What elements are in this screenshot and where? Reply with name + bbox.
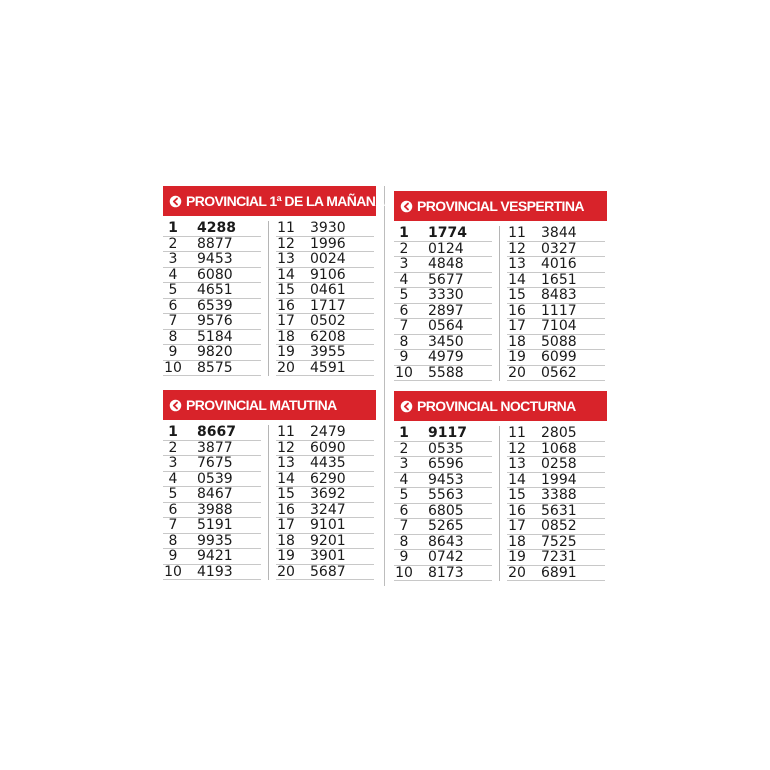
result-row bbox=[394, 319, 492, 335]
result-position: 5 bbox=[168, 486, 178, 502]
column-divider bbox=[499, 426, 500, 581]
result-number: 0562 bbox=[541, 364, 577, 381]
result-position: 17 bbox=[508, 318, 526, 334]
results-column-right bbox=[507, 226, 605, 381]
result-number: 9106 bbox=[310, 266, 346, 283]
result-row bbox=[394, 242, 492, 258]
panel-title: PROVINCIAL MATUTINA bbox=[186, 397, 337, 413]
result-row bbox=[394, 273, 492, 289]
result-position: 18 bbox=[277, 532, 295, 549]
results-panel-provincial-manana bbox=[163, 186, 385, 376]
result-position: 10 bbox=[164, 563, 182, 580]
result-row bbox=[163, 487, 261, 503]
result-position: 6 bbox=[399, 502, 409, 519]
result-position: 8 bbox=[399, 333, 409, 350]
result-row bbox=[394, 488, 492, 504]
result-number: 6208 bbox=[310, 328, 346, 345]
result-row bbox=[507, 473, 605, 489]
result-number: 4848 bbox=[428, 256, 464, 272]
result-number: 9421 bbox=[197, 548, 233, 564]
result-position: 19 bbox=[508, 549, 526, 565]
result-position: 3 bbox=[399, 456, 409, 472]
result-row bbox=[276, 534, 374, 550]
result-row bbox=[507, 519, 605, 535]
result-position: 11 bbox=[277, 220, 295, 236]
result-row bbox=[394, 442, 492, 458]
result-row bbox=[394, 257, 492, 273]
result-number: 9576 bbox=[197, 313, 233, 329]
result-row bbox=[163, 221, 261, 237]
result-number: 7231 bbox=[541, 549, 577, 565]
result-position: 16 bbox=[277, 501, 295, 518]
result-row bbox=[163, 345, 261, 361]
result-row bbox=[507, 242, 605, 258]
result-number: 9453 bbox=[428, 471, 464, 488]
result-position: 1 bbox=[168, 424, 178, 440]
result-row bbox=[507, 288, 605, 304]
result-position: 14 bbox=[277, 266, 295, 283]
result-position: 15 bbox=[508, 487, 526, 503]
result-number: 9201 bbox=[310, 532, 346, 549]
result-row bbox=[507, 273, 605, 289]
panel-title: PROVINCIAL NOCTURNA bbox=[417, 398, 576, 414]
result-row bbox=[163, 549, 261, 565]
result-position: 18 bbox=[508, 333, 526, 350]
result-position: 10 bbox=[395, 364, 413, 381]
result-position: 16 bbox=[277, 297, 295, 314]
result-position: 5 bbox=[399, 487, 409, 503]
result-position: 14 bbox=[277, 470, 295, 487]
result-row bbox=[507, 442, 605, 458]
results-column-left bbox=[394, 226, 492, 381]
result-number: 6080 bbox=[197, 266, 233, 283]
result-number: 8643 bbox=[428, 533, 464, 550]
panel-body bbox=[394, 426, 607, 581]
result-number: 5088 bbox=[541, 333, 577, 350]
result-position: 17 bbox=[508, 518, 526, 534]
results-column-left bbox=[163, 425, 261, 580]
result-number: 6596 bbox=[428, 456, 464, 472]
result-position: 12 bbox=[508, 240, 526, 257]
result-position: 13 bbox=[277, 251, 295, 267]
result-position: 12 bbox=[277, 439, 295, 456]
result-position: 3 bbox=[168, 251, 178, 267]
results-panel-provincial-nocturna bbox=[394, 391, 607, 581]
result-row bbox=[394, 566, 492, 582]
result-row bbox=[163, 299, 261, 315]
result-number: 0852 bbox=[541, 518, 577, 534]
panel-header bbox=[163, 390, 376, 420]
result-number: 5265 bbox=[428, 518, 464, 534]
result-row bbox=[276, 487, 374, 503]
result-position: 2 bbox=[399, 440, 409, 457]
result-position: 15 bbox=[508, 287, 526, 303]
result-number: 1774 bbox=[428, 225, 467, 241]
result-row bbox=[276, 299, 374, 315]
result-number: 0024 bbox=[310, 251, 346, 267]
result-position: 4 bbox=[399, 271, 409, 288]
result-row bbox=[507, 504, 605, 520]
result-row bbox=[163, 425, 261, 441]
result-number: 4979 bbox=[428, 349, 464, 365]
result-number: 9453 bbox=[197, 251, 233, 267]
column-divider bbox=[499, 226, 500, 381]
result-row bbox=[276, 503, 374, 519]
result-row bbox=[507, 304, 605, 320]
result-row bbox=[276, 283, 374, 299]
result-number: 3388 bbox=[541, 487, 577, 503]
result-number: 8877 bbox=[197, 235, 233, 252]
result-position: 12 bbox=[508, 440, 526, 457]
result-number: 3877 bbox=[197, 439, 233, 456]
arrow-left-circle-icon bbox=[400, 400, 413, 413]
result-number: 6290 bbox=[310, 470, 346, 487]
result-row bbox=[163, 456, 261, 472]
result-number: 7104 bbox=[541, 318, 577, 334]
result-position: 4 bbox=[168, 266, 178, 283]
result-row bbox=[507, 426, 605, 442]
result-number: 4591 bbox=[310, 359, 346, 376]
result-number: 3930 bbox=[310, 220, 346, 236]
result-row bbox=[394, 550, 492, 566]
result-number: 3844 bbox=[541, 225, 577, 241]
result-number: 2479 bbox=[310, 424, 346, 440]
result-position: 2 bbox=[168, 235, 178, 252]
result-position: 13 bbox=[508, 456, 526, 472]
result-number: 0535 bbox=[428, 440, 464, 457]
result-row bbox=[394, 226, 492, 242]
results-panel-provincial-matutina bbox=[163, 390, 376, 580]
result-position: 20 bbox=[508, 564, 526, 581]
result-position: 20 bbox=[277, 563, 295, 580]
result-position: 6 bbox=[168, 501, 178, 518]
result-position: 18 bbox=[277, 328, 295, 345]
result-number: 6090 bbox=[310, 439, 346, 456]
result-position: 7 bbox=[168, 517, 178, 533]
result-number: 4651 bbox=[197, 282, 233, 298]
result-row bbox=[276, 237, 374, 253]
result-number: 8173 bbox=[428, 564, 464, 581]
result-position: 5 bbox=[168, 282, 178, 298]
result-row bbox=[276, 441, 374, 457]
result-row bbox=[507, 535, 605, 551]
result-row bbox=[394, 288, 492, 304]
result-row bbox=[394, 457, 492, 473]
result-row bbox=[276, 345, 374, 361]
panel-body bbox=[394, 226, 607, 381]
result-number: 5191 bbox=[197, 517, 233, 533]
result-number: 5687 bbox=[310, 563, 346, 580]
result-position: 15 bbox=[277, 282, 295, 298]
arrow-left-circle-icon bbox=[400, 200, 413, 213]
result-number: 9117 bbox=[428, 425, 467, 441]
result-number: 3450 bbox=[428, 333, 464, 350]
results-column-left bbox=[163, 221, 261, 376]
panel-body bbox=[163, 221, 376, 376]
result-position: 7 bbox=[168, 313, 178, 329]
result-number: 3692 bbox=[310, 486, 346, 502]
result-row bbox=[276, 472, 374, 488]
result-position: 19 bbox=[508, 349, 526, 365]
result-position: 19 bbox=[277, 344, 295, 360]
result-row bbox=[276, 549, 374, 565]
result-row bbox=[163, 330, 261, 346]
result-number: 6099 bbox=[541, 349, 577, 365]
result-position: 8 bbox=[399, 533, 409, 550]
result-row bbox=[394, 473, 492, 489]
result-number: 4435 bbox=[310, 455, 346, 471]
result-number: 2897 bbox=[428, 302, 464, 319]
result-row bbox=[163, 503, 261, 519]
result-number: 0502 bbox=[310, 313, 346, 329]
result-position: 7 bbox=[399, 318, 409, 334]
result-position: 17 bbox=[277, 517, 295, 533]
result-position: 8 bbox=[168, 328, 178, 345]
panel-header bbox=[394, 191, 607, 221]
result-number: 8483 bbox=[541, 287, 577, 303]
result-number: 3901 bbox=[310, 548, 346, 564]
result-row bbox=[507, 350, 605, 366]
panel-header bbox=[394, 391, 607, 421]
result-position: 9 bbox=[399, 349, 409, 365]
result-number: 0461 bbox=[310, 282, 346, 298]
result-position: 20 bbox=[277, 359, 295, 376]
result-row bbox=[276, 425, 374, 441]
result-position: 13 bbox=[508, 256, 526, 272]
result-number: 5677 bbox=[428, 271, 464, 288]
result-position: 10 bbox=[164, 359, 182, 376]
result-position: 1 bbox=[399, 425, 409, 441]
result-position: 18 bbox=[508, 533, 526, 550]
result-row bbox=[394, 519, 492, 535]
result-row bbox=[163, 534, 261, 550]
result-row bbox=[507, 335, 605, 351]
result-row bbox=[276, 330, 374, 346]
result-number: 1117 bbox=[541, 302, 577, 319]
column-divider bbox=[268, 425, 269, 580]
result-number: 0258 bbox=[541, 456, 577, 472]
result-number: 4016 bbox=[541, 256, 577, 272]
result-number: 1996 bbox=[310, 235, 346, 252]
result-row bbox=[276, 252, 374, 268]
column-divider bbox=[268, 221, 269, 376]
panel-title: PROVINCIAL 1ª DE LA MAÑANA bbox=[186, 193, 385, 209]
result-position: 12 bbox=[277, 235, 295, 252]
result-number: 0327 bbox=[541, 240, 577, 257]
result-number: 9101 bbox=[310, 517, 346, 533]
result-row bbox=[276, 518, 374, 534]
result-row bbox=[507, 226, 605, 242]
result-number: 9935 bbox=[197, 532, 233, 549]
arrow-left-circle-icon bbox=[169, 195, 182, 208]
result-row bbox=[163, 283, 261, 299]
result-position: 1 bbox=[168, 220, 178, 236]
result-position: 10 bbox=[395, 564, 413, 581]
results-column-right bbox=[507, 426, 605, 581]
result-position: 5 bbox=[399, 287, 409, 303]
result-number: 9820 bbox=[197, 344, 233, 360]
result-position: 9 bbox=[168, 548, 178, 564]
result-number: 1717 bbox=[310, 297, 346, 314]
result-number: 1994 bbox=[541, 471, 577, 488]
result-row bbox=[394, 366, 492, 382]
result-number: 6891 bbox=[541, 564, 577, 581]
result-row bbox=[394, 335, 492, 351]
result-number: 7525 bbox=[541, 533, 577, 550]
result-position: 2 bbox=[168, 439, 178, 456]
result-position: 4 bbox=[399, 471, 409, 488]
result-number: 6539 bbox=[197, 297, 233, 314]
result-row bbox=[507, 566, 605, 582]
result-row bbox=[394, 504, 492, 520]
result-row bbox=[163, 268, 261, 284]
result-number: 0124 bbox=[428, 240, 464, 257]
result-number: 3955 bbox=[310, 344, 346, 360]
result-position: 17 bbox=[277, 313, 295, 329]
result-row bbox=[163, 441, 261, 457]
result-number: 0564 bbox=[428, 318, 464, 334]
result-position: 9 bbox=[168, 344, 178, 360]
result-row bbox=[507, 457, 605, 473]
result-row bbox=[507, 366, 605, 382]
result-number: 8575 bbox=[197, 359, 233, 376]
result-position: 8 bbox=[168, 532, 178, 549]
result-position: 13 bbox=[277, 455, 295, 471]
result-number: 8467 bbox=[197, 486, 233, 502]
result-row bbox=[163, 472, 261, 488]
result-position: 2 bbox=[399, 240, 409, 257]
result-position: 15 bbox=[277, 486, 295, 502]
result-position: 16 bbox=[508, 302, 526, 319]
result-row bbox=[507, 550, 605, 566]
result-number: 5588 bbox=[428, 364, 464, 381]
result-number: 4193 bbox=[197, 563, 233, 580]
results-column-right bbox=[276, 425, 374, 580]
result-row bbox=[507, 319, 605, 335]
result-position: 6 bbox=[399, 302, 409, 319]
result-row bbox=[163, 252, 261, 268]
results-column-left bbox=[394, 426, 492, 581]
result-row bbox=[276, 565, 374, 581]
panel-header bbox=[163, 186, 385, 216]
result-number: 2805 bbox=[541, 425, 577, 441]
result-position: 11 bbox=[277, 424, 295, 440]
center-divider bbox=[384, 186, 385, 586]
result-row bbox=[507, 257, 605, 273]
result-position: 19 bbox=[277, 548, 295, 564]
result-row bbox=[163, 237, 261, 253]
results-panel-provincial-vespertina bbox=[394, 191, 607, 381]
result-position: 14 bbox=[508, 471, 526, 488]
result-position: 3 bbox=[168, 455, 178, 471]
result-position: 3 bbox=[399, 256, 409, 272]
result-row bbox=[276, 268, 374, 284]
result-row bbox=[163, 314, 261, 330]
results-column-right bbox=[276, 221, 374, 376]
result-number: 0742 bbox=[428, 549, 464, 565]
result-row bbox=[394, 535, 492, 551]
panel-title: PROVINCIAL VESPERTINA bbox=[417, 198, 584, 214]
result-row bbox=[394, 350, 492, 366]
result-number: 5563 bbox=[428, 487, 464, 503]
result-position: 4 bbox=[168, 470, 178, 487]
result-row bbox=[163, 361, 261, 377]
result-position: 11 bbox=[508, 425, 526, 441]
result-number: 0539 bbox=[197, 470, 233, 487]
result-number: 5184 bbox=[197, 328, 233, 345]
result-number: 3247 bbox=[310, 501, 346, 518]
arrow-left-circle-icon bbox=[169, 399, 182, 412]
panel-body bbox=[163, 425, 376, 580]
result-position: 6 bbox=[168, 297, 178, 314]
result-row bbox=[163, 518, 261, 534]
result-number: 7675 bbox=[197, 455, 233, 471]
result-number: 3988 bbox=[197, 501, 233, 518]
result-row bbox=[394, 304, 492, 320]
result-row bbox=[276, 221, 374, 237]
result-row bbox=[276, 314, 374, 330]
result-number: 8667 bbox=[197, 424, 236, 440]
result-number: 4288 bbox=[197, 220, 236, 236]
result-number: 3330 bbox=[428, 287, 464, 303]
result-row bbox=[163, 565, 261, 581]
result-number: 5631 bbox=[541, 502, 577, 519]
result-row bbox=[507, 488, 605, 504]
result-position: 11 bbox=[508, 225, 526, 241]
result-number: 1068 bbox=[541, 440, 577, 457]
result-position: 20 bbox=[508, 364, 526, 381]
result-position: 14 bbox=[508, 271, 526, 288]
result-number: 6805 bbox=[428, 502, 464, 519]
result-row bbox=[276, 361, 374, 377]
result-position: 1 bbox=[399, 225, 409, 241]
result-row bbox=[394, 426, 492, 442]
result-position: 7 bbox=[399, 518, 409, 534]
result-number: 1651 bbox=[541, 271, 577, 288]
result-position: 9 bbox=[399, 549, 409, 565]
result-row bbox=[276, 456, 374, 472]
result-position: 16 bbox=[508, 502, 526, 519]
